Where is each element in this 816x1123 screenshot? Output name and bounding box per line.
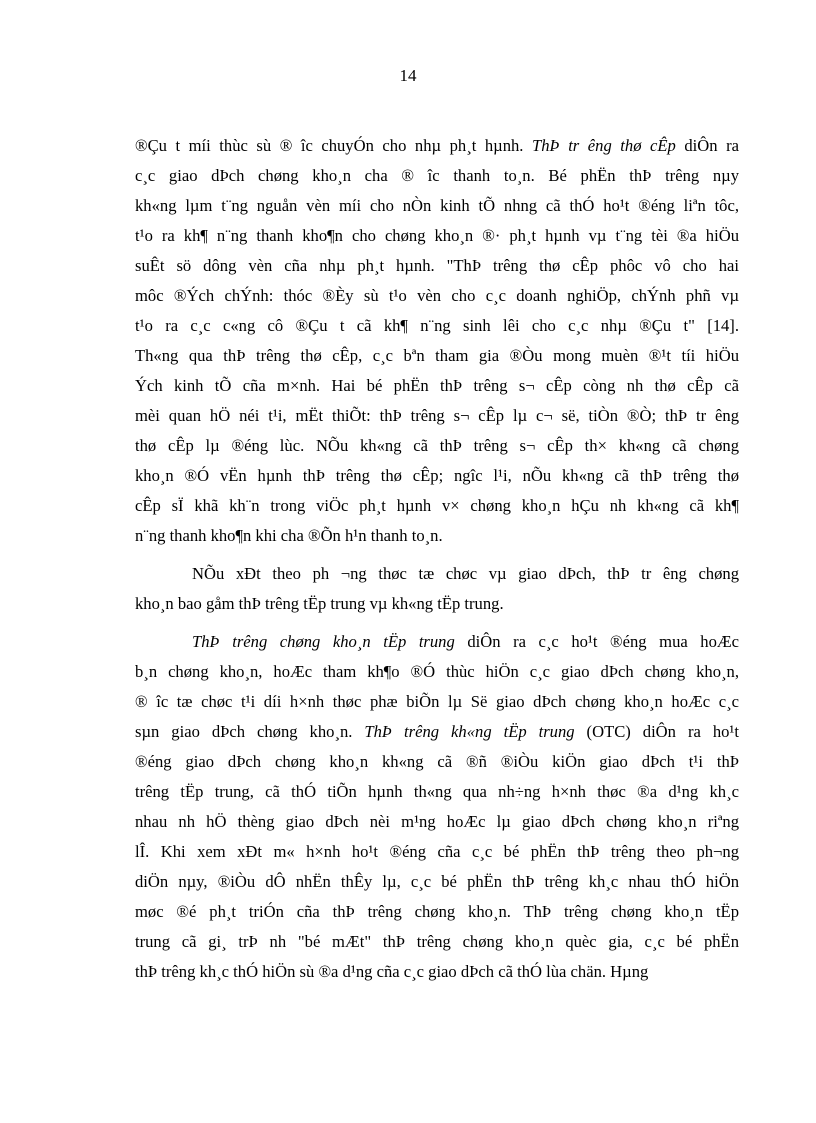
text-run: (OTC) diÔn ra ho¹t — [574, 722, 740, 741]
text-line — [135, 717, 739, 747]
text-run: møc ®é ph¸t triÓn cña thÞ trêng chøng kho¸n. ThÞ trêng chøng kho¸n tËp — [135, 902, 739, 921]
text-run: môc ®Ých chÝnh: thóc ®Èy sù t¹o vèn cho c¸c doanh nghiÖp, chÝnh phñ vµ — [135, 286, 739, 305]
text-line — [135, 627, 739, 657]
text-run: cÊp sÏ khã kh¨n trong viÖc ph¸t hµnh v× chøng kho¸n hÇu nh kh«ng cã kh¶ — [135, 496, 739, 515]
text-run: b¸n chøng kho¸n, hoÆc tham kh¶o ®Ó thùc hiÖn c¸c giao dÞch chøng kho¸n, — [135, 662, 739, 681]
text-run: kho¸n ®Ó vËn hµnh thÞ trêng thø cÊp; ngîc l¹i, nÕu kh«ng cã thÞ trêng thø — [135, 466, 739, 485]
text-line — [135, 867, 739, 897]
text-run: ® îc tæ chøc t¹i díi h×nh thøc phæ biÕn lµ Së giao dÞch chøng kho¸n hoÆc c¸c — [135, 692, 739, 711]
text-line — [135, 927, 739, 957]
italic-term: ThÞ trêng kh«ng tËp trung — [364, 722, 575, 741]
text-run: thÞ trêng kh¸c thÓ hiÖn sù ®a d¹ng cña c¸c giao dÞch cã thÓ lùa chän. Hµng — [135, 962, 649, 981]
text-line — [135, 589, 739, 619]
text-line — [135, 559, 739, 589]
text-line — [135, 687, 739, 717]
paragraph-gap — [135, 551, 739, 559]
text-run: kho¸n bao gåm thÞ trêng tËp trung vµ kh«ng tËp trung. — [135, 594, 504, 613]
text-run: sµn giao dÞch chøng kho¸n. — [135, 722, 365, 741]
text-line — [135, 161, 739, 191]
italic-term: ThÞ trêng chøng kho¸n tËp trung — [192, 632, 455, 651]
text-run: Ých kinh tÕ cña m×nh. Hai bé phËn thÞ trêng s¬ cÊp còng nh thø cÊp cã — [135, 376, 739, 395]
text-line — [135, 837, 739, 867]
text-line — [135, 191, 739, 221]
text-run: mèi quan hÖ néi t¹i, mËt thiÕt: thÞ trêng s¬ cÊp lµ c¬ së, tiÒn ®Ò; thÞ tr êng — [135, 406, 739, 425]
text-line — [135, 521, 739, 551]
text-line — [135, 251, 739, 281]
paragraph — [135, 131, 739, 551]
text-run: trung cã gi¸ trÞ nh "bé mÆt" thÞ trêng chøng kho¸n quèc gia, c¸c bé phËn — [135, 932, 739, 951]
text-run: t¹o ra c¸c c«ng cô ®Çu t cã kh¶ n¨ng sinh lêi cho c¸c nhµ ®Çu t" [14]. — [135, 316, 739, 335]
text-line — [135, 221, 739, 251]
italic-term: ThÞ tr êng thø cÊp — [532, 136, 676, 155]
text-line — [135, 807, 739, 837]
text-line — [135, 957, 739, 987]
text-run: diÖn nµy, ®iÒu dÔ nhËn thÊy lµ, c¸c bé phËn thÞ trêng kh¸c nhau thÓ hiÖn — [135, 872, 739, 891]
text-line — [135, 341, 739, 371]
text-run: NÕu xÐt theo ph ¬ng thøc tæ chøc vµ giao dÞch, thÞ tr êng chøng — [192, 564, 739, 583]
text-line — [135, 371, 739, 401]
text-run: thø cÊp lµ ®éng lùc. NÕu kh«ng cã thÞ trêng s¬ cÊp th× kh«ng cã chøng — [135, 436, 739, 455]
text-line — [135, 281, 739, 311]
text-run: ®Çu t míi thùc sù ® îc chuyÓn cho nhµ ph¸t hµnh. — [135, 136, 532, 155]
page-number: 14 — [399, 66, 417, 85]
text-run: t¹o ra kh¶ n¨ng thanh kho¶n cho chøng kho¸n ®· ph¸t hµnh vµ t¨ng tèi ®a hiÖu — [135, 226, 739, 245]
text-run: nhau nh hÖ thèng giao dÞch nèi m¹ng hoÆc lµ giao dÞch chøng kho¸n riªng — [135, 812, 739, 831]
text-line — [135, 461, 739, 491]
text-run: lÎ. Khi xem xÐt m« h×nh ho¹t ®éng cña c¸c bé phËn thÞ trêng theo ph¬ng — [135, 842, 739, 861]
text-line — [135, 747, 739, 777]
paragraph-gap — [135, 619, 739, 627]
text-run: ®éng giao dÞch chøng kho¸n kh«ng cã ®ñ ®iÒu kiÖn giao dÞch t¹i thÞ — [135, 752, 739, 771]
text-line — [135, 657, 739, 687]
text-line — [135, 491, 739, 521]
text-run: Th«ng qua thÞ trêng thø cÊp, c¸c bªn tham gia ®Òu mong muèn ®¹t tíi hiÖu — [135, 346, 739, 365]
text-run: diÔn ra — [675, 136, 739, 155]
text-run: n¨ng thanh kho¶n khi cha ®Õn h¹n thanh to¸n. — [135, 526, 443, 545]
text-line — [135, 311, 739, 341]
text-line — [135, 131, 739, 161]
text-run: diÔn ra c¸c ho¹t ®éng mua hoÆc — [454, 632, 739, 651]
text-run: trêng tËp trung, cã thÓ tiÕn hµnh th«ng qua nh÷ng h×nh thøc ®a d¹ng kh¸c — [135, 782, 739, 801]
text-line — [135, 431, 739, 461]
text-line — [135, 401, 739, 431]
text-run: kh«ng lµm t¨ng nguån vèn míi cho nÒn kinh tÕ nhng cã thÓ ho¹t ®éng liªn tôc, — [135, 196, 739, 215]
paragraph — [135, 627, 739, 987]
text-run: c¸c giao dÞch chøng kho¸n cha ® îc thanh to¸n. Bé phËn thÞ trêng nµy — [135, 166, 739, 185]
paragraph — [135, 559, 739, 619]
text-line — [135, 777, 739, 807]
body-text — [135, 131, 739, 987]
text-run: suÊt sö dông vèn cña nhµ ph¸t hµnh. "ThÞ trêng thø cÊp phôc vô cho hai — [135, 256, 739, 275]
text-line — [135, 897, 739, 927]
